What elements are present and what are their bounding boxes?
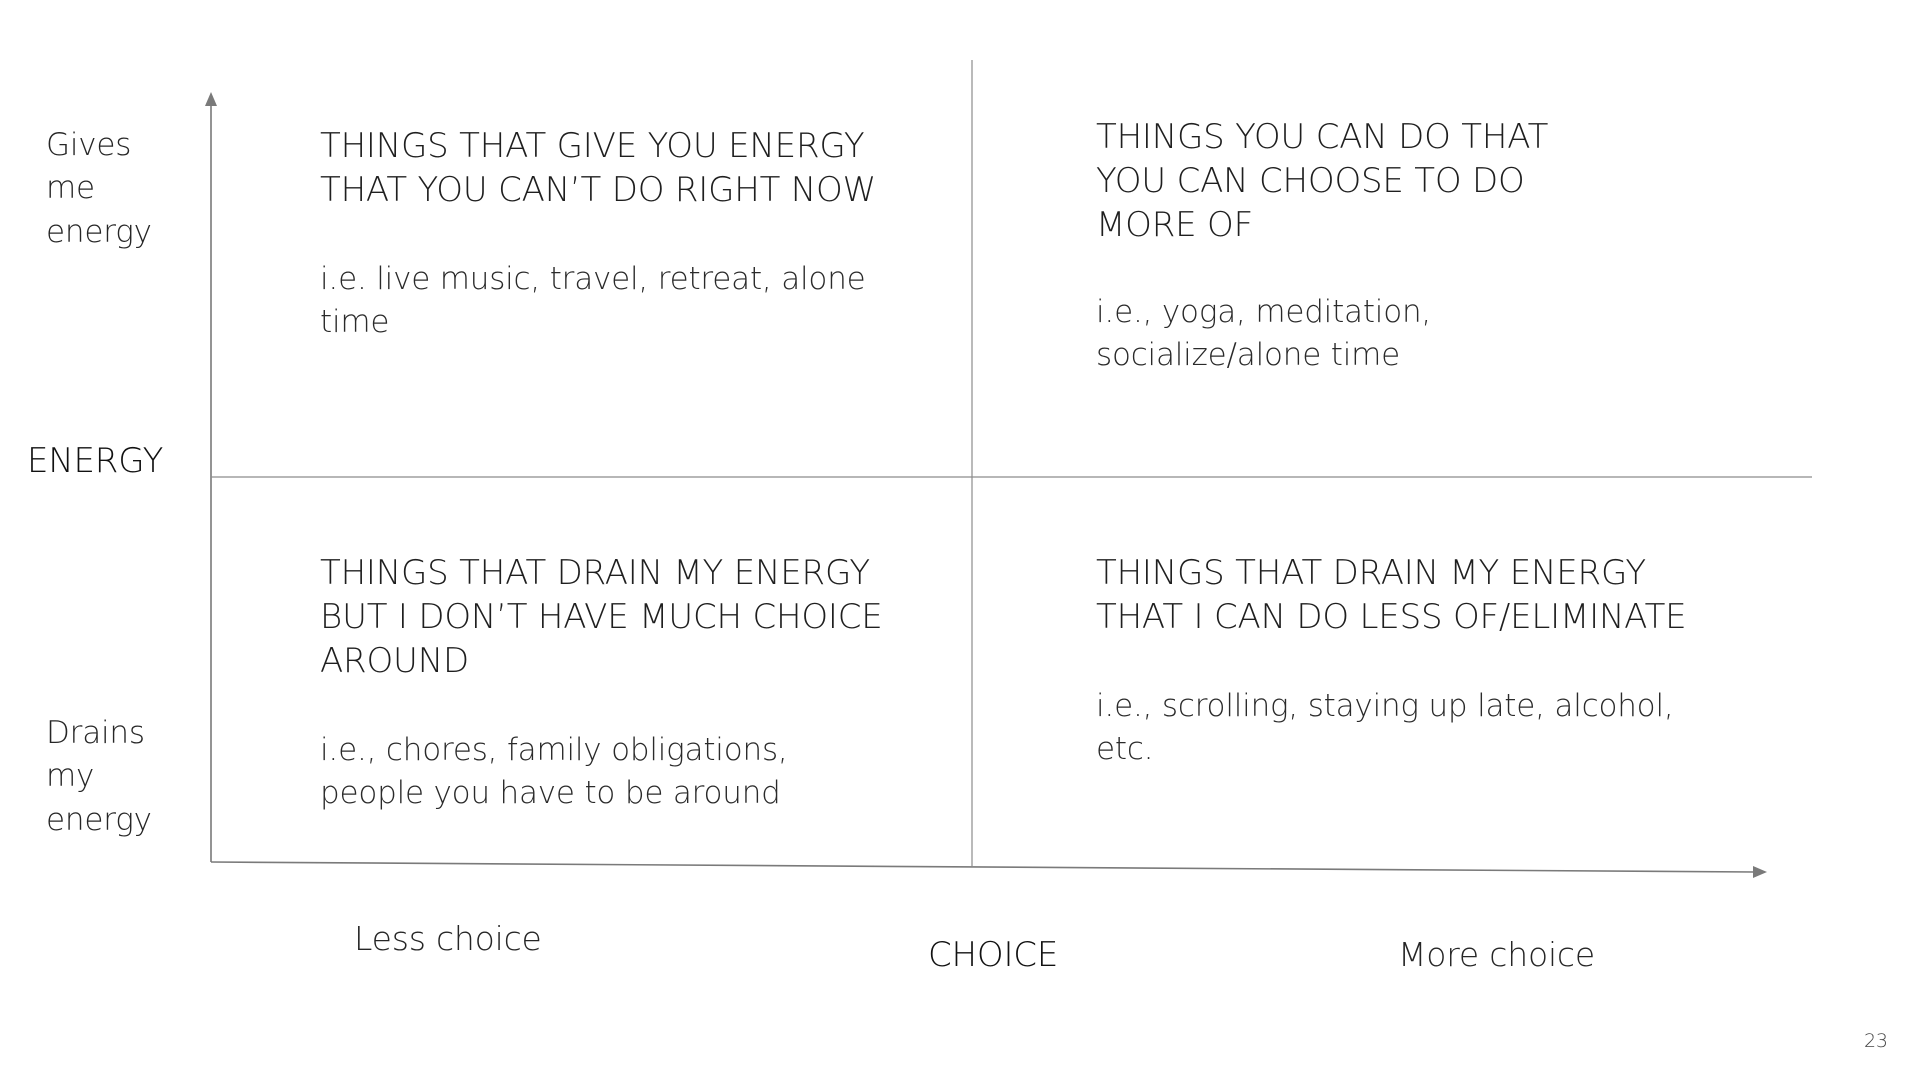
y-axis-top-label: Gives me energy	[46, 127, 152, 250]
x-axis-left-label: Less choice	[354, 919, 542, 958]
quadrant-bottom-right-example: i.e., scrolling, staying up late, alcohol, etc.	[1096, 688, 1674, 768]
x-axis-line	[211, 862, 1755, 872]
x-axis-title: CHOICE	[928, 935, 1059, 975]
quadrant-bottom-right-title: THINGS THAT DRAIN MY ENERGY THAT I CAN DO LESS OF/ELIMINATE	[1096, 553, 1687, 638]
quadrant-top-right-title: THINGS YOU CAN DO THAT YOU CAN CHOOSE TO DO MORE OF	[1096, 117, 1549, 246]
page-number: 23	[1864, 1030, 1888, 1052]
quadrant-bottom-left-example: i.e., chores, family obligations, people you have to be around	[320, 732, 788, 812]
quadrant-bottom-left-title: THINGS THAT DRAIN MY ENERGY BUT I DON’T HAVE MUCH CHOICE AROUND	[320, 553, 883, 682]
y-axis-bottom-label: Drains my energy	[46, 715, 152, 838]
quadrant-top-left-title: THINGS THAT GIVE YOU ENERGY THAT YOU CAN’T DO RIGHT NOW	[320, 126, 877, 211]
y-axis-arrow	[205, 92, 217, 106]
y-axis-title: ENERGY	[27, 441, 164, 481]
quadrant-top-right-example: i.e., yoga, meditation, socialize/alone time	[1096, 294, 1432, 374]
quadrant-top-left-example: i.e. live music, travel, retreat, alone time	[320, 261, 866, 341]
x-axis-right-label: More choice	[1398, 935, 1595, 974]
x-axis-arrow	[1753, 866, 1767, 878]
